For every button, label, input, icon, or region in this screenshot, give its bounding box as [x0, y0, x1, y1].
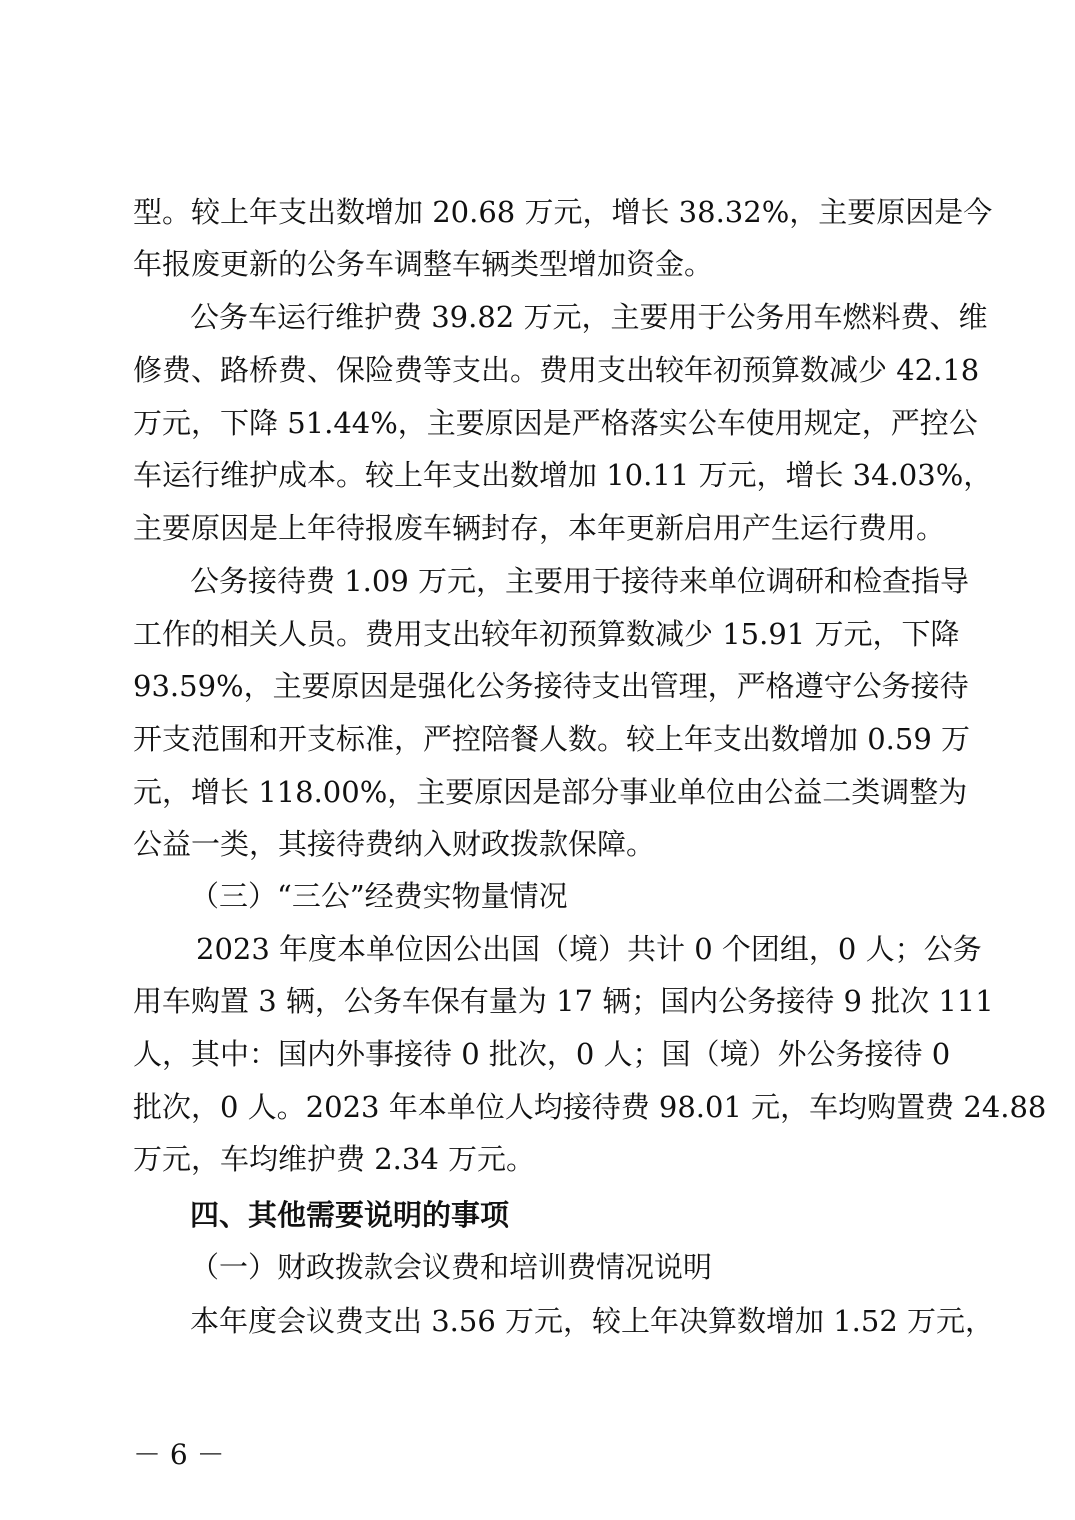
text-line: 公务车运行维护费 39.82 万元，主要用于公务用车燃料费、维	[190, 300, 988, 334]
text-line: 型。较上年支出数增加 20.68 万元，增长 38.32%，主要原因是今	[133, 195, 993, 229]
text-line: 年报废更新的公务车调整车辆类型增加资金。	[133, 247, 714, 281]
text-line: 公务接待费 1.09 万元，主要用于接待来单位调研和检查指导	[190, 564, 970, 598]
text-line: 开支范围和开支标准，严控陪餐人数。较上年支出数增加 0.59 万	[133, 722, 971, 756]
text-line: 万元，下降 51.44%，主要原因是严格落实公车使用规定，严控公	[133, 406, 978, 440]
page-number: － 6 －	[133, 1438, 225, 1471]
subheading: （三）“三公”经费实物量情况	[190, 879, 568, 913]
text-line: 车运行维护成本。较上年支出数增加 10.11 万元，增长 34.03%，	[133, 458, 993, 492]
text-line: 万元，车均维护费 2.34 万元。	[133, 1142, 536, 1176]
text-line: 主要原因是上年待报废车辆封存，本年更新启用产生运行费用。	[133, 511, 946, 545]
text-line: 人，其中：国内外事接待 0 批次，0 人；国（境）外公务接待 0	[133, 1037, 951, 1071]
text-line: 本年度会议费支出 3.56 万元，较上年决算数增加 1.52 万元，	[190, 1304, 995, 1338]
text-line: 公益一类，其接待费纳入财政拨款保障。	[133, 827, 656, 861]
text-line: 修费、路桥费、保险费等支出。费用支出较年初预算数减少 42.18	[133, 353, 980, 387]
text-line: 93.59%，主要原因是强化公务接待支出管理，严格遵守公务接待	[133, 669, 969, 703]
subheading: （一）财政拨款会议费和培训费情况说明	[190, 1250, 713, 1284]
text-line: 批次，0 人。2023 年本单位人均接待费 98.01 元，车均购置费 24.88	[133, 1090, 1047, 1124]
text-line: 2023 年度本单位因公出国（境）共计 0 个团组，0 人；公务	[196, 932, 982, 966]
text-line: 元，增长 118.00%，主要原因是部分事业单位由公益二类调整为	[133, 775, 968, 809]
text-line: 工作的相关人员。费用支出较年初预算数减少 15.91 万元，下降	[133, 617, 960, 651]
section-heading: 四、其他需要说明的事项	[190, 1198, 510, 1232]
text-line: 用车购置 3 辆，公务车保有量为 17 辆；国内公务接待 9 批次 111	[133, 984, 994, 1018]
